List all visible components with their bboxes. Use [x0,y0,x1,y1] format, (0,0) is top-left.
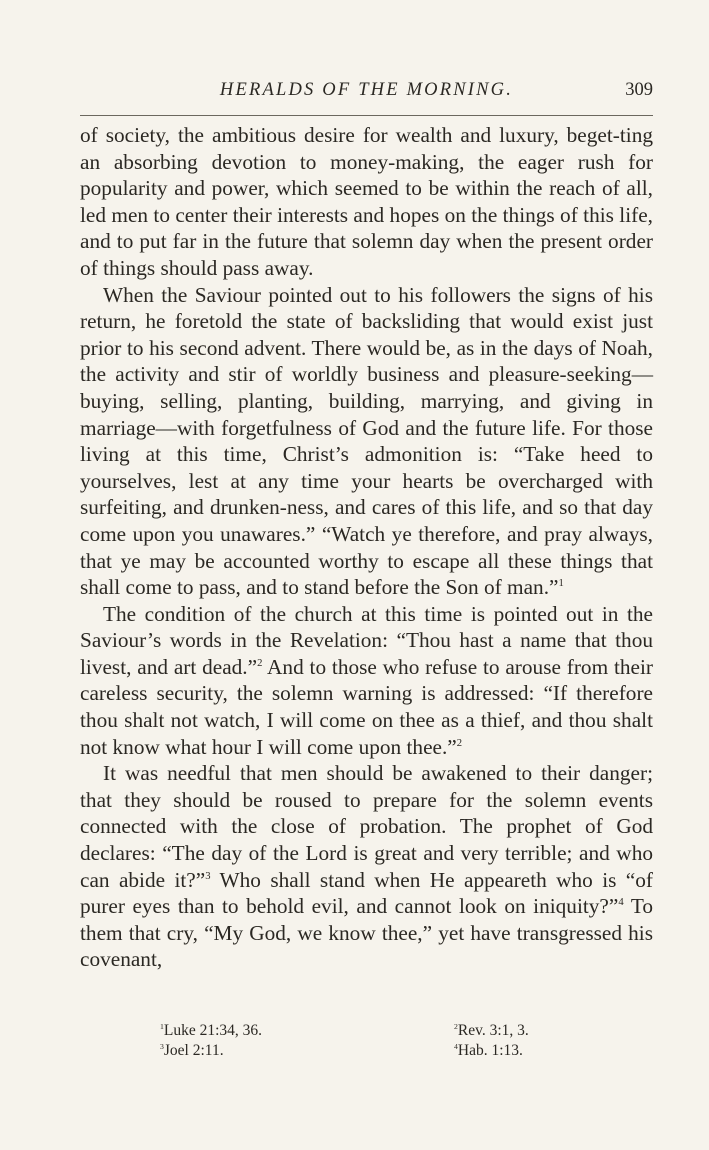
footnote-row [160,1041,580,1061]
footnotes [160,1021,580,1061]
paragraph-3 [80,601,653,761]
paragraph-3-text-b: And to those who refuse to arouse from their careless security, the solemn warning is addressed: “If therefore thou shalt not watch, I will come on thee as a thief, and thou shalt not know what hour I will come upon thee.” [80,654,653,759]
footnote-text: Luke 21:34, 36. [163,1022,263,1039]
note-ref: 1 [558,578,564,589]
footnote-mark: 2 [454,1021,458,1031]
footnote-text: Joel 2:11. [163,1042,224,1059]
footnote-2 [454,1021,580,1041]
header-rule [80,115,653,116]
footnote-4 [454,1041,580,1061]
footnote-text: Hab. 1:13. [457,1042,523,1059]
paragraph-4-text-c: To them that cry, “My God, we know thee,” yet have transgressed his covenant, [80,894,653,972]
paragraph-1-text: of society, the ambitious desire for wealth and luxury, beget-ting an absorbing devotion to money-making, the eager rush for popularity and power, which seemed to be within the reach of all, led men to center their interests and hopes on the things of this life, and to put far in the future that solemn day when the present order of things should pass away. [80,123,653,280]
footnote-row [160,1021,580,1041]
paragraph-3-text-a: The condition of the church at this time is pointed out in the Saviour’s words in the Revelation: “Thou hast a name that thou livest, and art dead.” [80,601,653,679]
paragraph-2-text: When the Saviour pointed out to his followers the signs of his return, he foretold the state of backsliding that would exist just prior to his second advent. There would be, as in the days of Noah, the activity and stir of worldly business and pleasure-seeking—buying, selling, planting, building, marrying, and giving in marriage—with forgetfulness of God and the future life. For those living at this time, Christ’s admonition is: “Take heed to yourselves, lest at any time your hearts be overcharged with surfeiting, and drunken-ness, and cares of this life, and so that day come upon you unawares.” “Watch ye therefore, and pray always, that ye may be accounted worthy to escape all these things that shall come to pass, and to stand before the Son of man.” [80,282,653,600]
paragraph-2 [80,282,653,601]
page-number: 309 [625,80,653,100]
paragraph-4-text-a: It was needful that men should be awakened to their danger; that they should be roused to prepare for the solemn events connected with the close of probation. The prophet of God declares: “The day of the Lord is great and very terrible; and who can abide it?” [80,761,653,892]
note-ref: 2 [257,657,263,669]
note-ref: 2 [456,737,463,749]
running-title: HERALDS OF THE MORNING. [219,80,514,100]
footnote-text: Rev. 3:1, 3. [457,1022,529,1039]
running-header [80,80,653,104]
footnote-mark: 3 [160,1041,164,1051]
footnote-1 [160,1021,262,1041]
footnote-mark: 4 [454,1041,458,1051]
note-ref: 3 [205,870,211,882]
footnote-3 [160,1041,224,1061]
note-ref: 4 [618,897,624,909]
paragraph-4-text-b: Who shall stand when He appeareth who is “of purer eyes than to behold evil, and cannot look on iniquity?” [80,867,653,919]
paragraph-4 [80,760,653,973]
footnote-mark: 1 [160,1021,164,1031]
paragraph-1 [80,122,653,282]
body-text [80,122,653,973]
